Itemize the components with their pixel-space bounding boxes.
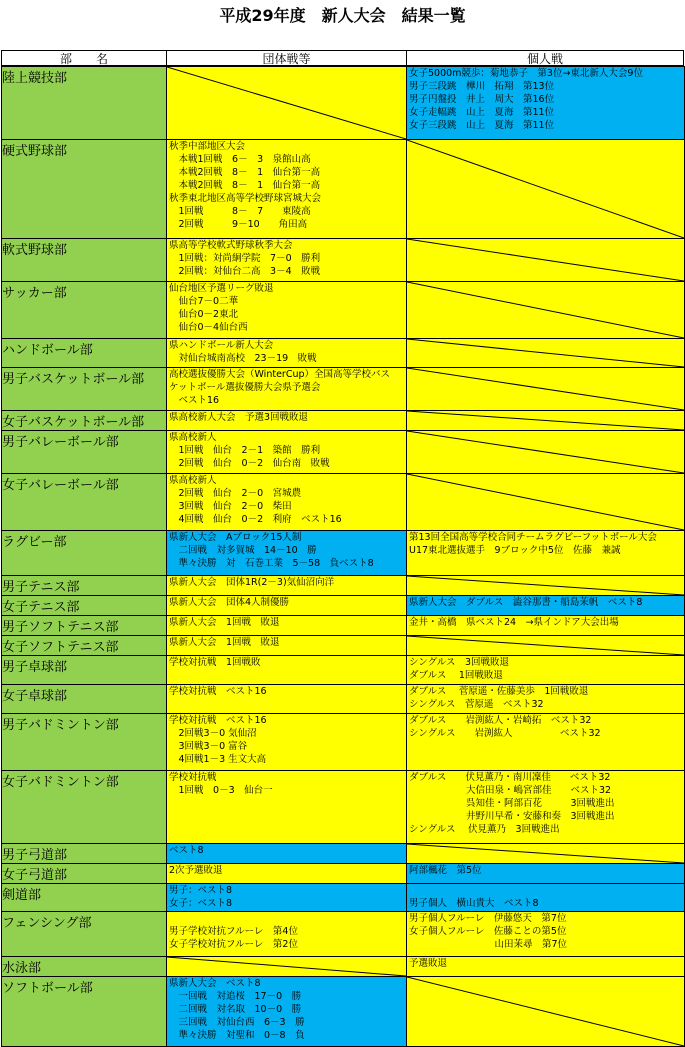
individual-cell xyxy=(407,884,685,912)
diagonal-slash xyxy=(167,67,406,139)
result-line: 本戦2回戦 8－ 1 仙台第一高 xyxy=(169,180,321,191)
team-cell xyxy=(167,884,407,912)
team-cell xyxy=(167,636,407,656)
page-title: 平成29年度 新人大会 結果一覧 xyxy=(219,6,466,25)
club-name: 女子卓球部 xyxy=(2,685,167,714)
result-line: 県高校新人大会 予選3回戦敗退 xyxy=(169,412,309,423)
team-lines xyxy=(167,596,406,609)
club-name: サッカー部 xyxy=(2,282,167,339)
individual-lines xyxy=(407,531,684,557)
diagonal-slash xyxy=(407,977,684,1046)
result-line: 準々決勝 対聖和 0－8 負 xyxy=(169,1030,305,1041)
team-lines xyxy=(167,864,406,877)
team-lines xyxy=(167,771,406,797)
team-lines xyxy=(167,977,406,1042)
result-line: 1回戦 仙台 2－1 築館 勝利 xyxy=(169,445,321,456)
club-name: 男子バドミントン部 xyxy=(2,714,167,771)
team-cell xyxy=(167,685,407,714)
result-line: 女子個人フルーレ 佐藤ことの第5位 xyxy=(409,926,567,937)
individual-lines xyxy=(407,714,684,740)
result-line: 県新人大会 1回戦 敗退 xyxy=(169,617,280,628)
team-lines xyxy=(167,912,406,951)
result-line: ベスト16 xyxy=(169,395,220,406)
result-line: 3回戦3－0 富谷 xyxy=(169,741,248,752)
individual-lines xyxy=(407,912,684,951)
individual-cell xyxy=(407,844,685,864)
table-row xyxy=(2,339,685,368)
header-team: 団体戦等 xyxy=(166,50,407,66)
table-row xyxy=(2,616,685,636)
diagonal-slash xyxy=(407,339,684,367)
team-lines xyxy=(167,140,406,231)
result-line: 県新人大会 ベスト8 xyxy=(169,978,261,989)
individual-lines xyxy=(407,957,684,970)
table-row xyxy=(2,596,685,616)
team-lines xyxy=(167,239,406,278)
team-cell xyxy=(167,282,407,339)
club-name: 陸上競技部 xyxy=(2,67,167,140)
diagonal-slash xyxy=(407,474,684,530)
result-line: 学校対抗戦 1回戦敗 xyxy=(169,657,261,668)
club-name: 女子ソフトテニス部 xyxy=(2,636,167,656)
diagonal-slash xyxy=(407,411,684,430)
result-line: 男子個人フルーレ 伊藤悠天 第7位 xyxy=(409,913,567,924)
team-lines xyxy=(167,339,406,365)
team-cell xyxy=(167,957,407,977)
result-line: ベスト8 xyxy=(169,845,204,856)
diagonal-slash xyxy=(407,576,684,595)
result-line: 男子円盤投 井上 周大 第16位 xyxy=(409,94,555,105)
table-row xyxy=(2,411,685,431)
result-line: 女子走幅跳 山上 夏海 第11位 xyxy=(409,107,555,118)
result-line: 三回戦 対仙台西 6－3 勝 xyxy=(169,1017,305,1028)
result-line: 男子三段跳 樺川 拓翔 第13位 xyxy=(409,81,555,92)
result-line: 県新人大会 団体1R(2－3)気仙沼向洋 xyxy=(169,577,335,588)
table-row xyxy=(2,636,685,656)
diagonal-slash xyxy=(407,431,684,473)
result-line: ダブルス 菅原遥・佐藤美歩 1回戦敗退 xyxy=(409,686,589,697)
table-row xyxy=(2,431,685,474)
team-cell xyxy=(167,339,407,368)
result-line: 女子三段跳 山上 夏海 第11位 xyxy=(409,120,555,131)
club-name: 水泳部 xyxy=(2,957,167,977)
table-row xyxy=(2,576,685,596)
team-cell xyxy=(167,239,407,282)
result-line: 仙台0－4仙台西 xyxy=(169,322,248,333)
result-line: 2次予選敗退 xyxy=(169,865,223,876)
individual-lines xyxy=(407,771,684,836)
club-name: 女子バスケットボール部 xyxy=(2,411,167,431)
individual-lines xyxy=(407,685,684,711)
result-line: 男子個人 横山貴大 ベスト8 xyxy=(409,898,539,909)
result-line: 仙台地区予選リーグ敗退 xyxy=(169,283,274,294)
result-line: 大信田泉・嶋宮部佳 ベスト32 xyxy=(409,785,612,796)
club-name: 男子卓球部 xyxy=(2,656,167,685)
individual-cell xyxy=(407,531,685,576)
result-line: 本戦2回戦 8－ 1 仙台第一高 xyxy=(169,167,321,178)
result-line: 1回戦：対尚絅学院 7－0 勝利 xyxy=(169,253,321,264)
club-name: ラグビー部 xyxy=(2,531,167,576)
result-line: 2回戦 仙台 2－0 宮城農 xyxy=(169,488,302,499)
diagonal-slash xyxy=(167,957,406,976)
team-lines xyxy=(167,616,406,629)
result-line: 1回戦 8－ 7 東陵高 xyxy=(169,206,311,217)
result-line: 女子：ベスト8 xyxy=(169,898,233,909)
table-row xyxy=(2,912,685,957)
team-lines xyxy=(167,636,406,649)
individual-cell xyxy=(407,339,685,368)
result-line: 二回戦 対多賀城 14－10 勝 xyxy=(169,545,317,556)
result-line: 県新人大会 Aブロック15人制 xyxy=(169,532,302,543)
result-line: 第13回全国高等学校合同チームラグビーフットボール大会 xyxy=(409,532,657,543)
result-line: 学校対抗戦 ベスト16 xyxy=(169,715,267,726)
individual-lines xyxy=(407,884,684,910)
result-line: 山田茉尋 第7位 xyxy=(409,939,568,950)
individual-cell xyxy=(407,368,685,411)
individual-cell xyxy=(407,656,685,685)
club-name: 女子バドミントン部 xyxy=(2,771,167,844)
individual-cell xyxy=(407,636,685,656)
individual-cell xyxy=(407,67,685,140)
diagonal-slash xyxy=(407,636,684,655)
individual-cell xyxy=(407,771,685,844)
table-row xyxy=(2,67,685,140)
result-line: 秋季東北地区高等学校野球宮城大会 xyxy=(169,193,322,204)
result-line: 県高校新人 xyxy=(169,475,217,486)
table-row xyxy=(2,140,685,239)
result-line: 一回戦 対追桜 17－0 勝 xyxy=(169,991,302,1002)
individual-lines xyxy=(407,616,684,629)
team-lines xyxy=(167,685,406,698)
result-line: 県ハンドボール新人大会 xyxy=(169,340,274,351)
club-name: 女子テニス部 xyxy=(2,596,167,616)
result-line: 女子5000m競歩：菊地恭子 第3位→東北新人大会9位 xyxy=(409,68,643,79)
diagonal-slash xyxy=(407,844,684,863)
table-row xyxy=(2,685,685,714)
result-line: 男子学校対抗フルーレ 第4位 xyxy=(169,926,298,937)
team-cell xyxy=(167,140,407,239)
result-line: 県高等学校軟式野球秋季大会 xyxy=(169,240,293,251)
result-line: シングルス 伏見薫乃 3回戦進出 xyxy=(409,824,560,835)
individual-lines xyxy=(407,596,684,609)
table-row xyxy=(2,282,685,339)
result-line: 2回戦 9－10 角田高 xyxy=(169,219,308,230)
individual-cell xyxy=(407,140,685,239)
team-lines xyxy=(167,656,406,669)
team-cell xyxy=(167,616,407,636)
team-cell xyxy=(167,771,407,844)
club-name: 軟式野球部 xyxy=(2,239,167,282)
result-line: 県新人大会 ダブルス 澁谷那書・船島茉帆 ベスト8 xyxy=(409,597,643,608)
individual-cell xyxy=(407,685,685,714)
club-name: 女子弓道部 xyxy=(2,864,167,884)
team-cell xyxy=(167,656,407,685)
individual-cell xyxy=(407,864,685,884)
result-line: シングルス 岩渕紘人 ベスト32 xyxy=(409,728,601,739)
team-lines xyxy=(167,531,406,570)
result-line: 高校選抜優勝大会（WinterCup）全国高等学校バス xyxy=(169,369,391,380)
table-row xyxy=(2,239,685,282)
result-line: 本戦1回戦 6－ 3 泉館山高 xyxy=(169,154,311,165)
result-line: 1回戦 0－3 仙台一 xyxy=(169,785,273,796)
result-line: 女子学校対抗フルーレ 第2位 xyxy=(169,939,298,950)
result-line: 金井・高橋 県ベスト24 →県インドア大会出場 xyxy=(409,617,619,628)
diagonal-slash xyxy=(407,368,684,410)
team-cell xyxy=(167,474,407,531)
individual-cell xyxy=(407,239,685,282)
result-line: ダブルス 伏見薫乃・南川凜佳 ベスト32 xyxy=(409,772,611,783)
result-line: 予選敗退 xyxy=(409,958,448,969)
result-line: 秋季中部地区大会 xyxy=(169,141,246,152)
result-line: シングルス 3回戦敗退 xyxy=(409,657,510,668)
team-cell xyxy=(167,531,407,576)
table-row xyxy=(2,714,685,771)
result-line: 井野川早希・安藤和奏 3回戦進出 xyxy=(409,811,615,822)
header-individual: 個人戦 xyxy=(406,50,684,66)
result-line: ダブルス 岩渕紘人・岩崎拓 ベスト32 xyxy=(409,715,592,726)
club-name: 女子バレーボール部 xyxy=(2,474,167,531)
table-row xyxy=(2,884,685,912)
club-name: 剣道部 xyxy=(2,884,167,912)
result-line: 呉知佳・阿部百花 3回戦進出 xyxy=(409,798,615,809)
result-line: 2回戦 仙台 0－2 仙台南 敗戦 xyxy=(169,458,330,469)
result-line: ケットボール選抜優勝大会県予選会 xyxy=(169,382,321,393)
table-row xyxy=(2,656,685,685)
table-row xyxy=(2,771,685,844)
team-cell xyxy=(167,864,407,884)
team-lines xyxy=(167,431,406,470)
team-lines xyxy=(167,884,406,910)
result-line: 3回戦 仙台 2－0 柴田 xyxy=(169,501,292,512)
table-row xyxy=(2,864,685,884)
team-lines xyxy=(167,411,406,424)
club-name: 男子ソフトテニス部 xyxy=(2,616,167,636)
individual-cell xyxy=(407,714,685,771)
result-line: 仙台7－0二華 xyxy=(169,296,239,307)
individual-cell xyxy=(407,282,685,339)
result-line: 仙台0－2東北 xyxy=(169,309,239,320)
team-lines xyxy=(167,282,406,334)
result-line: ダブルス 1回戦敗退 xyxy=(409,670,503,681)
team-cell xyxy=(167,67,407,140)
result-line: 阿部楓花 第5位 xyxy=(409,865,482,876)
individual-cell xyxy=(407,431,685,474)
team-lines xyxy=(167,576,406,589)
result-line: 県新人大会 1回戦 敗退 xyxy=(169,637,280,648)
result-line: 県新人大会 団体4人制優勝 xyxy=(169,597,290,608)
team-lines xyxy=(167,474,406,526)
club-name: ソフトボール部 xyxy=(2,977,167,1047)
diagonal-slash xyxy=(407,282,684,338)
table-row xyxy=(2,531,685,576)
club-name: 男子バスケットボール部 xyxy=(2,368,167,411)
result-line: 準々決勝 対 石巻工業 5－58 負ベスト8 xyxy=(169,558,374,569)
team-cell xyxy=(167,431,407,474)
individual-cell xyxy=(407,474,685,531)
result-line xyxy=(169,912,406,925)
result-line: 男子：ベスト8 xyxy=(169,885,233,896)
individual-cell xyxy=(407,576,685,596)
team-lines xyxy=(167,368,406,407)
individual-cell xyxy=(407,977,685,1047)
result-line: 2回戦3－0 気仙沼 xyxy=(169,728,257,739)
club-name: 男子テニス部 xyxy=(2,576,167,596)
individual-cell xyxy=(407,957,685,977)
result-line: シングルス 菅原遥 ベスト32 xyxy=(409,699,544,710)
table-row xyxy=(2,368,685,411)
club-name: 硬式野球部 xyxy=(2,140,167,239)
result-line: U17東北選抜選手 9ブロック中5位 佐藤 兼誠 xyxy=(409,545,621,556)
result-line: 対仙台城南高校 23－19 敗戦 xyxy=(169,353,317,364)
table-row xyxy=(2,957,685,977)
individual-cell xyxy=(407,596,685,616)
team-cell xyxy=(167,844,407,864)
result-line: 学校対抗戦 xyxy=(169,772,217,783)
team-cell xyxy=(167,912,407,957)
diagonal-slash xyxy=(407,140,684,238)
team-cell xyxy=(167,411,407,431)
result-line: 学校対抗戦 ベスト16 xyxy=(169,686,267,697)
team-cell xyxy=(167,714,407,771)
result-line: 県高校新人 xyxy=(169,432,217,443)
header-club: 部 名 xyxy=(1,50,167,66)
result-line xyxy=(409,884,684,897)
individual-cell xyxy=(407,411,685,431)
table-row xyxy=(2,474,685,531)
team-cell xyxy=(167,576,407,596)
club-name: 男子バレーボール部 xyxy=(2,431,167,474)
result-line: 4回戦1－3 生文大高 xyxy=(169,754,267,765)
result-line: 2回戦：対仙台二高 3－4 敗戦 xyxy=(169,266,321,277)
result-line: 4回戦 仙台 0－2 利府 ベスト16 xyxy=(169,514,342,525)
individual-cell xyxy=(407,616,685,636)
table-row xyxy=(2,844,685,864)
team-cell xyxy=(167,977,407,1047)
individual-cell xyxy=(407,912,685,957)
individual-lines xyxy=(407,864,684,877)
individual-lines xyxy=(407,67,684,132)
table-row xyxy=(2,977,685,1047)
team-lines xyxy=(167,844,406,857)
team-lines xyxy=(167,714,406,766)
individual-lines xyxy=(407,656,684,682)
results-table xyxy=(1,66,685,1047)
result-line: 二回戦 対名取 10－0 勝 xyxy=(169,1004,302,1015)
team-cell xyxy=(167,368,407,411)
club-name: ハンドボール部 xyxy=(2,339,167,368)
team-cell xyxy=(167,596,407,616)
club-name: フェンシング部 xyxy=(2,912,167,957)
diagonal-slash xyxy=(407,239,684,281)
club-name: 男子弓道部 xyxy=(2,844,167,864)
